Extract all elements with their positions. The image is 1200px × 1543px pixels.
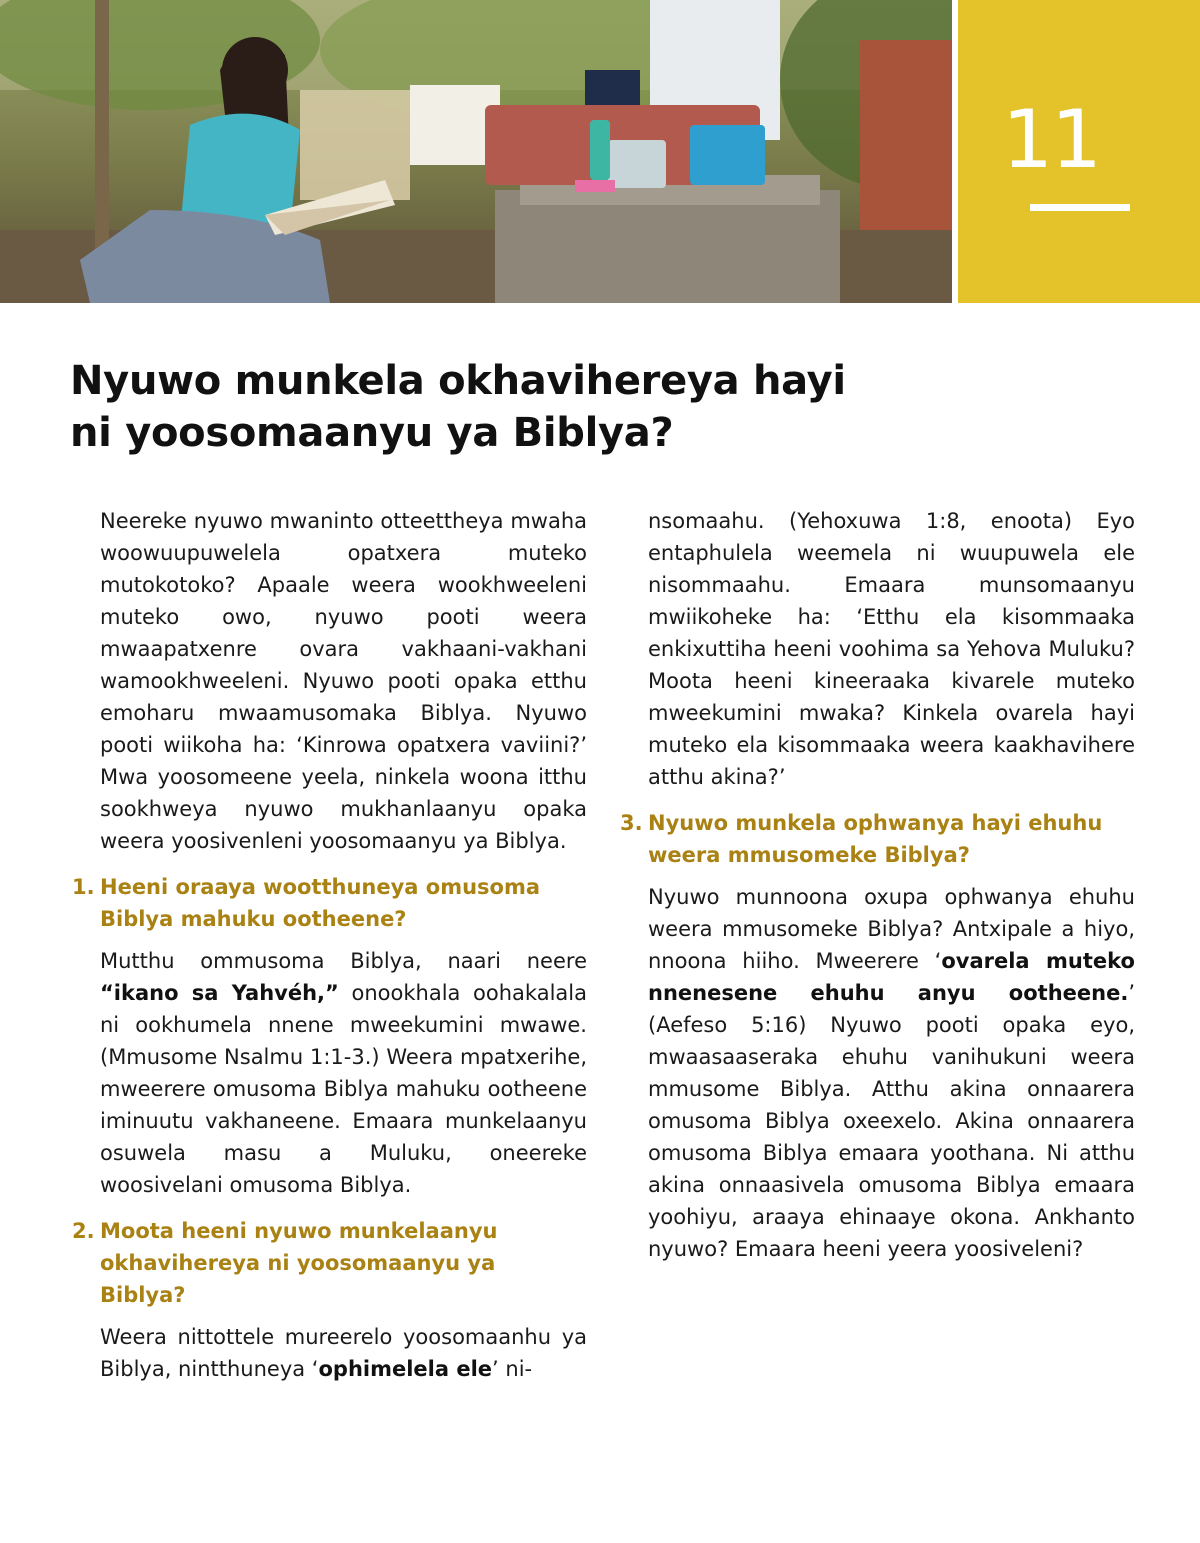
answer-2-text-a: Weera nittottele mureerelo yoosomaanhu ya Biblya, nintthuneya ‘ — [100, 1325, 587, 1381]
answer-2-continued: nsomaahu. (Yehoxuwa 1:8, enoota) Eyo entaphulela weemela ni wuupuwela ele nisommaahu. Emaara munsomaanyu mwiikoheke ha: ‘Etthu ela kisommaaka enkixuttiha heeni voohima sa Yehova Muluku? Moota heeni kineeraaka kivarele muteko mweekumini mwaka? Kinkela ovarela hayi muteko ela kisommaaka weera kaakhavihere atthu akina?’ — [648, 509, 1135, 789]
page-title — [70, 355, 1050, 459]
question-3-number: 3. — [620, 811, 643, 835]
right-column — [620, 505, 1135, 1279]
answer-2-text-b: ’ ni- — [492, 1357, 533, 1381]
title-line-2: ni yoosomaanyu ya Biblya? — [70, 410, 674, 456]
lesson-number: 11 — [1002, 93, 1100, 186]
lesson-number-underline — [1030, 204, 1130, 211]
question-1-number: 1. — [72, 875, 95, 899]
question-2-number: 2. — [72, 1219, 95, 1243]
answer-3-paragraph — [620, 881, 1135, 1265]
question-3 — [620, 807, 1135, 871]
answer-1-text-a: Mutthu ommusoma Biblya, naari neere — [100, 949, 587, 973]
answer-1-text-b: onookhala oohakalala ni ookhumela nnene mweekumini mwawe. (Mmusome Nsalmu 1:1-3.) Weera mpatxerihe, mweerere omusoma Biblya mahuku ootheene iminuutu vakhaneene. Emaara munkelaanyu osuwela masu a Muluku, oneereke woosivelani omusoma Biblya. — [100, 981, 587, 1197]
lesson-badge — [958, 0, 1200, 303]
left-column — [72, 505, 587, 1399]
intro-paragraph: Neereke nyuwo mwaninto otteettheya mwaha woowuupuwelela opatxera muteko mutokotoko? Apaale weera wookhweeleni muteko owo, nyuwo pooti weera mwaapatxenre ovara vakhaani-vakhani wamookhweeleni. Nyuwo pooti opaka etthu emoharu mwaamusomaka Biblya. Nyuwo pooti wiikoha ha: ‘Kinrowa opatxera vaviini?’ Mwa yoosomeene yeela, ninkela woona itthu sookhweya nyuwo mukhanlaanyu opaka weera yoosivenleni yoosomaanyu ya Biblya. — [100, 509, 587, 853]
answer-1-bold: “ikano sa Yahvéh,” — [100, 981, 339, 1005]
title-line-1: Nyuwo munkela okhavihereya hayi — [70, 358, 846, 404]
answer-2-paragraph — [72, 1321, 587, 1385]
answer-3-bold: ovarela muteko nnenesene ehuhu anyu ootheene. — [648, 949, 1135, 1005]
answer-1-paragraph — [72, 945, 587, 1201]
question-2 — [72, 1215, 587, 1311]
answer-3-text-a: Nyuwo munnoona oxupa ophwanya ehuhu weera mmusomeke Biblya? Antxipale a hiyo, nnoona hiiho. Mweerere ‘ — [648, 885, 1135, 973]
hero-illustration — [0, 0, 952, 303]
question-1 — [72, 871, 587, 935]
question-2-text: Moota heeni nyuwo munkelaanyu okhavihereya ni yoosomaanyu ya Biblya? — [100, 1219, 498, 1307]
answer-2-bold: ophimelela ele — [318, 1357, 493, 1381]
question-3-text: Nyuwo munkela ophwanya hayi ehuhu weera mmusomeke Biblya? — [648, 811, 1103, 867]
question-1-text: Heeni oraaya wootthuneya omusoma Biblya mahuku ootheene? — [100, 875, 541, 931]
hero-photo — [0, 0, 952, 303]
answer-3-text-b: ’ (Aefeso 5:16) Nyuwo pooti opaka eyo, mwaasaaseraka ehuhu vanihukuni weera mmusome Biblya. Atthu akina onnaarera omusoma Biblya oxeexelo. Akina onnaarera omusoma Biblya emaara yoothana. Ni atthu akina onnaasivela omusoma Biblya emaara yoohiyu, araaya ehinaaye okona. Ankhanto nyuwo? Emaara heeni yeera yoosiveleni? — [648, 981, 1135, 1261]
